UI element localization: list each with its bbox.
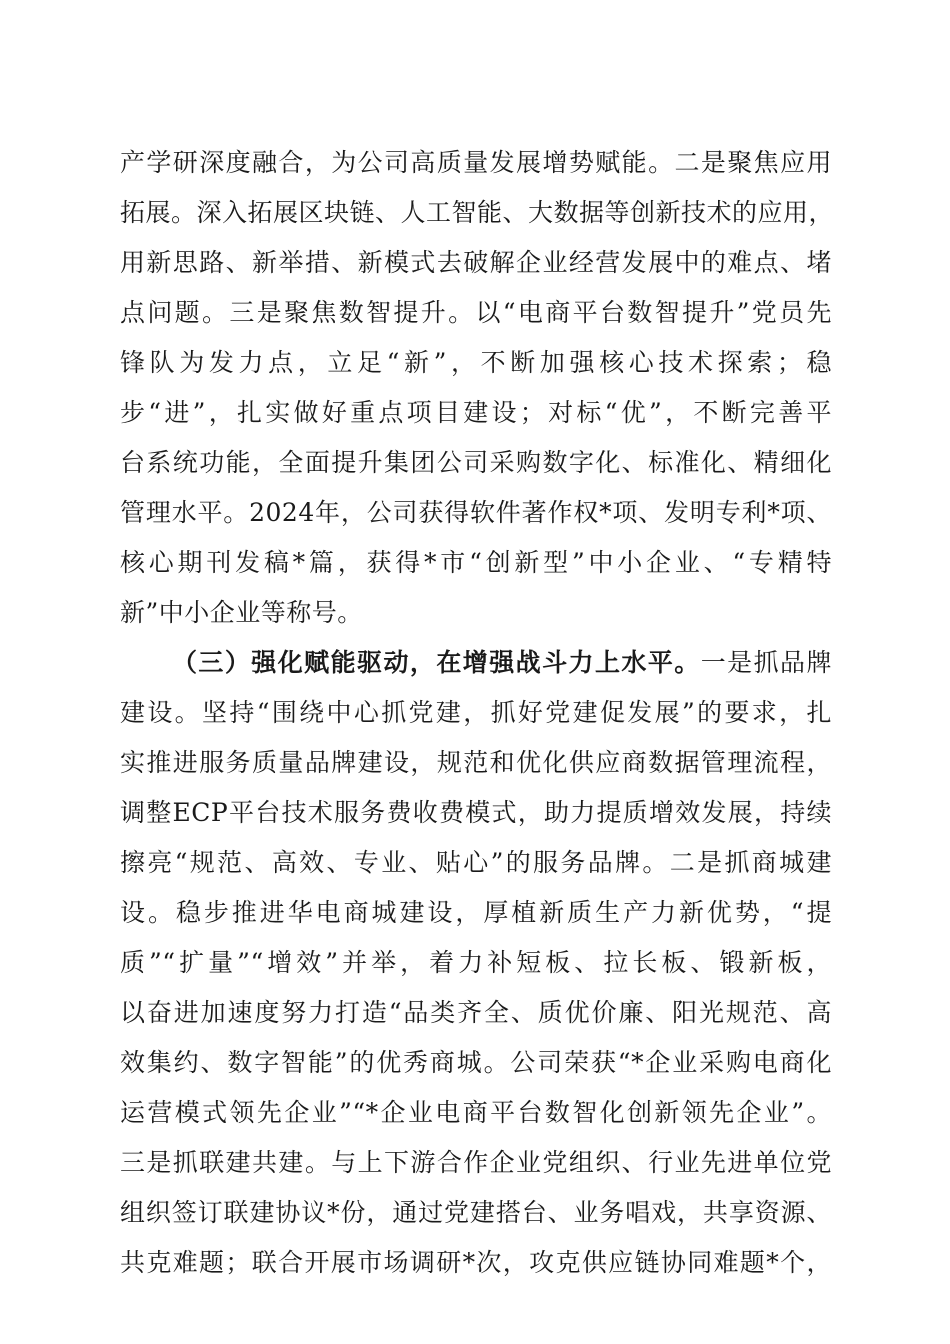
paragraph-line: 实推进服务质量品牌建设，规范和优化供应商数据管理流程， (120, 748, 832, 777)
paragraph-line: 设。稳步推进华电商城建设，厚植新质生产力新优势，“提 (120, 898, 832, 927)
paragraph-line: 锋队为发力点，立足“新”，不断加强核心技术探索；稳 (120, 348, 832, 377)
paragraph-line: 以奋进加速度努力打造“品类齐全、质优价廉、阳光规范、高 (120, 998, 832, 1027)
paragraph-line: 用新思路、新举措、新模式去破解企业经营发展中的难点、堵 (120, 248, 832, 277)
paragraph-line: 建设。坚持“围绕中心抓党建，抓好党建促发展”的要求，扎 (120, 698, 832, 727)
paragraph-line: 运营模式领先企业”“*企业电商平台数智化创新领先企业”。 (120, 1098, 832, 1127)
paragraph-line: 共克难题；联合开展市场调研*次，攻克供应链协同难题*个， (120, 1248, 832, 1277)
paragraph-line: 步“进”，扎实做好重点项目建设；对标“优”，不断完善平 (120, 398, 832, 427)
paragraph-line: 产学研深度融合，为公司高质量发展增势赋能。二是聚焦应用 (120, 148, 832, 177)
paragraph-text: 一是抓品牌 (700, 648, 832, 677)
paragraph-line: 拓展。深入拓展区块链、人工智能、大数据等创新技术的应用， (120, 198, 835, 227)
paragraph-line: 组织签订联建协议*份，通过党建搭台、业务唱戏，共享资源、 (120, 1198, 832, 1227)
paragraph-line: 新”中小企业等称号。 (120, 598, 363, 627)
paragraph-line: 三是抓联建共建。与上下游合作企业党组织、行业先进单位党 (120, 1148, 832, 1177)
paragraph-line: 管理水平。2024年，公司获得软件著作权*项、发明专利*项、 (120, 498, 832, 527)
paragraph-line: 台系统功能，全面提升集团公司采购数字化、标准化、精细化 (120, 448, 832, 477)
section-heading-line (172, 641, 832, 685)
section-heading: （三）强化赋能驱动，在增强战斗力上水平。 (172, 648, 701, 677)
paragraph-line: 调整ECP平台技术服务费收费模式，助力提质增效发展，持续 (120, 798, 832, 827)
paragraph-line: 擦亮“规范、高效、专业、贴心”的服务品牌。二是抓商城建 (120, 848, 832, 877)
paragraph-line: 效集约、数字智能”的优秀商城。公司荣获“*企业采购电商化 (120, 1048, 832, 1077)
paragraph-line: 质”“扩量”“增效”并举，着力补短板、拉长板、锻新板， (120, 948, 832, 977)
paragraph-line: 核心期刊发稿*篇，获得*市“创新型”中小企业、“专精特 (120, 548, 832, 577)
paragraph-line: 点问题。三是聚焦数智提升。以“电商平台数智提升”党员先 (120, 298, 832, 327)
